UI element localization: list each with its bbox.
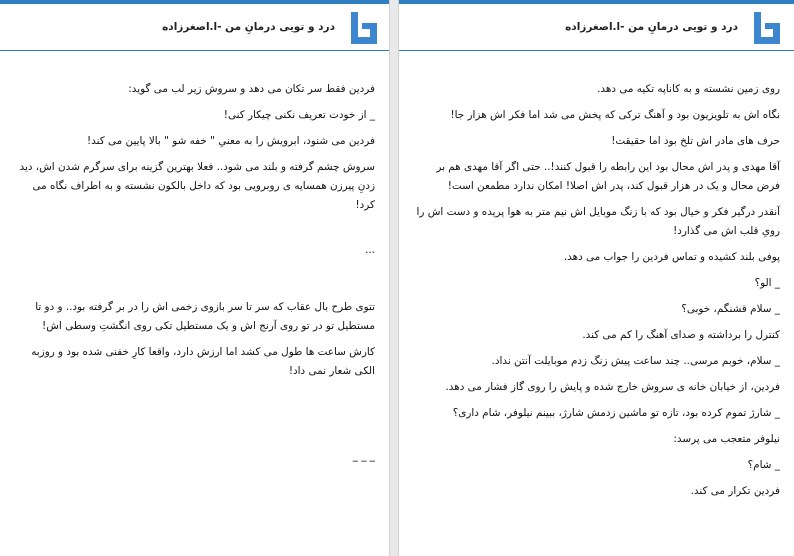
- page-header: [0, 4, 389, 51]
- book-logo-icon: [754, 12, 780, 44]
- paragraph: آقا مهدی و پدر اش محال بود این رابطه را قبول کنند!.. حتی اگر آقا مهدی هم بر فرض محال و یک در هزار قبول کند، پدر اش اصلا! امکان ندارد مطمعن است!: [436, 161, 780, 192]
- paragraph: _ از خودت تعریف نکنی چیکار کنی!: [223, 109, 375, 121]
- paragraph: فردین فقط سر تکان می دهد و سروش زیر لب می گوید:: [128, 83, 375, 95]
- page-title: درد و تویی درمانِ من -ا.اصغرزاده: [162, 21, 335, 33]
- page-content: [14, 80, 375, 388]
- page-right: [398, 0, 794, 556]
- dialogue-line: _ شام؟: [747, 459, 780, 471]
- paragraph: آنقدر درگیر فکر و خیال بود که با زنگ موبایل اش نیم متر به هوا پریده و دست اش را رویِ قلب اش می گذارد!: [416, 206, 780, 237]
- paragraph: پوفی بلند کشیده و تماس فردین را جواب می دهد.: [563, 251, 780, 263]
- dialogue-line: _ الو؟: [754, 277, 780, 289]
- paragraph: نیلوفر متعجب می پرسد:: [673, 433, 780, 445]
- page-title: درد و تویی درمانِ من -ا.اصغرزاده: [565, 21, 738, 33]
- paragraph: نگاه اش به تلویزیون بود و آهنگ ترکی که پخش می شد اما فکر اش هزار جا!: [450, 109, 780, 121]
- paragraph: حرف های مادر اش تلخ بود اما حقیقت!: [611, 135, 780, 147]
- dialogue-line: _ سلام قشنگم، خوبی؟: [681, 303, 780, 315]
- paragraph: کارش ساعت ها طول می کشد اما ارزش دارد، واقعا کارِ خفنی شده بود و روزبه الکی شعار نمی داد!: [31, 346, 375, 377]
- ellipsis: ...: [365, 244, 375, 256]
- dialogue-line: _ شارژ تموم کرده بود، تازه تو ماشین زدمش شارژ، ببینم نیلوفر، شام داری؟: [452, 407, 780, 419]
- page-left: [0, 0, 390, 556]
- dialogue-line: _ سلام، خوبم مرسی.. چند ساعت پیش زنگ زدم موبایلت آنتن نداد.: [491, 355, 780, 367]
- paragraph: سروش چشم گرفته و بلند می شود.. فعلا بهترین گزینه برای سرگرم شدن اش، دید زدنِ پیرزن همسایه ی روبرویی بود که داخل بالکون نشسته و به اطراف نگاه می کرد!: [19, 161, 375, 211]
- paragraph: فردین تکرار می کند.: [690, 485, 780, 497]
- paragraph: تتوی طرح بال عقاب که سر تا سر بازوی زخمی اش را در بر گرفته بود.. و دو تا مستطیل تو در تو روی آرنج اش و یک مستطیل تکی روی انگشتِ وسطی اش!: [35, 301, 375, 332]
- section-separator: _ _ _: [352, 450, 375, 462]
- paragraph: فردین می شنود، ابرویش را به معنیِ " خفه شو " بالا پایین می کند!: [87, 135, 375, 147]
- paragraph: فردین، از خیابان خانه ی سروش خارج شده و پایش را روی گاز فشار می دهد.: [445, 381, 780, 393]
- book-logo-icon: [351, 12, 377, 44]
- paragraph: کنترل را برداشته و صدای آهنگ را کم می کند.: [582, 329, 780, 341]
- page-content: [413, 80, 780, 508]
- page-header: [399, 4, 794, 51]
- paragraph: روی زمین نشسته و به کاناپه تکیه می دهد.: [597, 83, 780, 95]
